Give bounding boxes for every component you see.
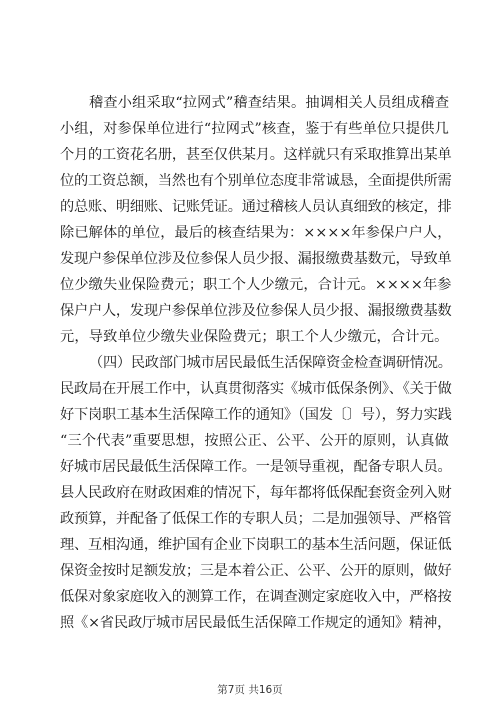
paragraph-line-6: 除已解体的单位，最后的核查结果为：××××年参保户户人， bbox=[60, 225, 452, 241]
page-number-footer: 第7页 共16页 bbox=[217, 684, 283, 696]
paragraph-line-5: 的总账、明细账、记账凭证。通过稽核人员认真细致的核定，排 bbox=[60, 199, 452, 215]
paragraph-line-20: 低保对象家庭收入的测算工作，在调查测定家庭收入中，严格按 bbox=[60, 589, 452, 605]
paragraph-line-10: 元，导致单位少缴失业保险费元；职工个人少缴元，合计元。 bbox=[60, 329, 449, 345]
paragraph-line-1: 稽查小组采取“拉网式”稽查结果。抽调相关人员组成稽查 bbox=[89, 95, 450, 111]
paragraph-line-14: “三个代表”重要思想，按照公正、公平、公开的原则，认真做 bbox=[60, 433, 449, 449]
paragraph-line-18: 理、互相沟通，维护国有企业下岗职工的基本生活问题，保证低 bbox=[60, 537, 452, 553]
paragraph-line-12: 民政局在开展工作中，认真贯彻落实《城市低保条例》、《关于做 bbox=[60, 381, 452, 397]
paragraph-line-16: 县人民政府在财政困难的情况下，每年都将低保配套资金列入财 bbox=[60, 485, 452, 501]
paragraph-line-9: 保户户人，发现户参保单位涉及位参保人员少报、漏报缴费基数 bbox=[60, 303, 452, 319]
paragraph-line-19: 保资金按时足额发放；三是本着公正、公平、公开的原则，做好 bbox=[60, 563, 452, 579]
paragraph-line-3: 个月的工资花名册，甚至仅供某月。这样就只有采取推算出某单 bbox=[60, 147, 452, 163]
paragraph-line-2: 小组，对参保单位进行“拉网式”核查，鉴于有些单位只提供几 bbox=[60, 121, 449, 137]
paragraph-line-7: 发现户参保单位涉及位参保人员少报、漏报缴费基数元，导致单 bbox=[60, 251, 452, 267]
paragraph-line-8: 位少缴失业保险费元；职工个人少缴元，合计元。××××年参 bbox=[60, 277, 452, 293]
paragraph-line-13: 好下岗职工基本生活保障工作的通知》（国发〔〕号），努力实践 bbox=[60, 407, 452, 423]
paragraph-line-21: 照《×省民政厅城市居民最低生活保障工作规定的通知》精神， bbox=[60, 615, 452, 631]
section-heading-line: （四）民政部门城市居民最低生活保障资金检查调研情况。 bbox=[89, 355, 452, 371]
paragraph-line-4: 位的工资总额，当然也有个别单位态度非常诚恳，全面提供所需 bbox=[60, 173, 452, 189]
paragraph-line-15: 好城市居民最低生活保障工作。一是领导重视，配备专职人员。 bbox=[60, 459, 452, 475]
paragraph-line-17: 政预算，并配备了低保工作的专职人员；二是加强领导、严格管 bbox=[60, 511, 452, 527]
